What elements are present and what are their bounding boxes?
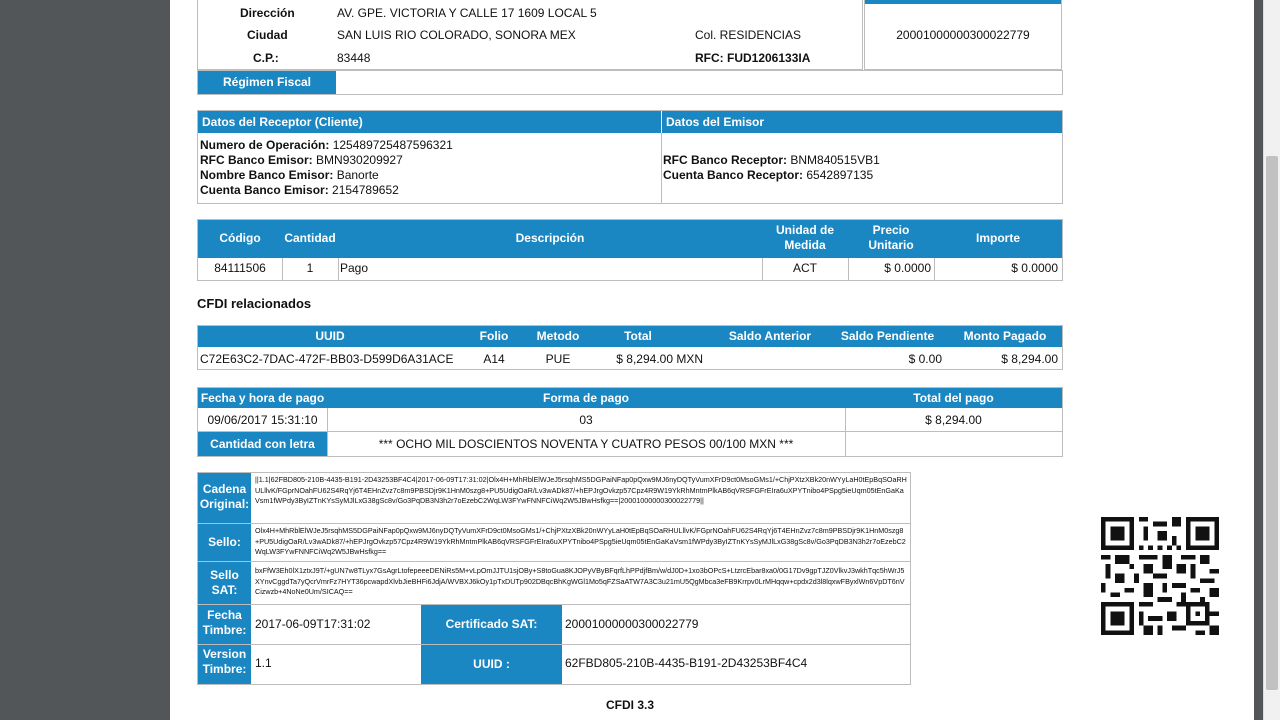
scrollbar-thumb[interactable] [1266,156,1278,690]
col-precio-line1: Precio [872,223,910,237]
col-saldo-pendiente: Saldo Pendiente [840,329,935,343]
rfc-banco-receptor-label: RFC Banco Receptor: [663,153,788,167]
nombre-banco-emisor-value: Banorte [336,168,379,182]
cfdi-version-footer: CFDI 3.3 [605,698,654,712]
rfc-banco-receptor [663,153,880,167]
cadena-label: Cadena Original: [199,482,250,511]
version-value: 1.1 [255,656,272,670]
certificado-label: Certificado SAT: [421,605,562,644]
rel-folio: A14 [483,352,505,366]
row-precio: $ 0.0000 [884,261,931,275]
uuid-label: UUID : [421,645,562,684]
colonia-value: Col. RESIDENCIAS [695,28,802,42]
rel-uuid: C72E63C2-7DAC-472F-BB03-D599D6A31ACE [200,352,454,366]
sat-line-1 [198,523,910,524]
direccion-value: AV. GPE. VICTORIA Y CALLE 17 1609 LOCAL 5 [337,6,597,20]
rfc-value: RFC: FUD1206133IA [695,51,811,65]
parties-divider [661,133,662,203]
fecha-timbre-label: Fecha Timbre: [202,608,247,637]
cp-label: C.P.: [253,51,279,65]
receptor-header: Datos del Receptor (Cliente) [198,111,661,133]
version-label: Version Timbre: [202,647,247,676]
col-uuid: UUID [315,329,345,343]
rel-saldo-pendiente: $ 0.00 [908,352,942,366]
cantidad-letra-value: *** OCHO MIL DOSCIENTOS NOVENTA Y CUATRO PESOS 00/100 MXN *** [378,437,794,451]
cuenta-banco-emisor-label: Cuenta Banco Emisor: [200,183,329,197]
nombre-banco-emisor [200,168,379,182]
sello-value: Olx4H+MhRblElWJeJ5rsqhMS5DGPaiNFap0pQxw9MJ6nyDQTyVumXFrD9ct0MsoGMs1/+ChjPXtzXBk20nWYyLaH0tEpBqSOaRHULllvK/FGprNOahFU62S4RqYj6T4EHnZvz7c8m9PBSDjr9K1HnM0szg8+PU5UdigOaR/Lv3wADk87/+hEPJrgOvkzp57Cpz4R9W19YkRhMntmPlkAB6qVRSFGFrEIra6uXPYTnibo4PSpg5ieUqm05tEnGaKaVsm1fWPdy3ByIZTnKYsSyMJlLxG38gSc8v/Go3PqDB3N3h2r7oEzebC2WqLW3FYwFNNFCiWq2W5JBwHsfkg== [255,526,906,556]
numero-operacion-value: 125489725487596321 [332,138,453,152]
sello-label: Sello: [208,535,241,549]
rfc-banco-emisor-label: RFC Banco Emisor: [200,153,313,167]
ciudad-label: Ciudad [247,28,288,42]
folio-number: 20001000000300022779 [896,28,1030,42]
row-unidad: ACT [793,261,817,275]
col-descripcion: Descripción [515,231,585,245]
col-fecha-pago: Fecha y hora de pago [200,391,325,405]
cuenta-banco-emisor-value: 2154789652 [332,183,399,197]
col-total-pago: Total del pago [913,391,994,405]
emisor-header: Datos del Emisor [662,111,1062,133]
cuenta-banco-receptor-value: 6542897135 [806,168,874,182]
fecha-timbre-value: 2017-06-09T17:31:02 [255,617,371,631]
pago-fecha: 09/06/2017 15:31:10 [207,413,318,427]
numero-operacion-label: Numero de Operación: [200,138,330,152]
ciudad-value: SAN LUIS RIO COLORADO, SONORA MEX [337,28,576,42]
pago-total: $ 8,294.00 [925,413,982,427]
col-metodo: Metodo [536,329,580,343]
cp-value: 83448 [337,51,371,65]
cuenta-banco-receptor [663,168,873,182]
col-forma-pago: Forma de pago [542,391,629,405]
row-codigo: 84111506 [214,261,266,275]
cfdi-relacionados-title: CFDI relacionados [197,296,312,311]
cuenta-banco-receptor-label: Cuenta Banco Receptor: [663,168,804,182]
sat-line-2 [198,561,910,562]
col-precio-line2: Unitario [868,238,914,252]
cadena-value: ||1.1|62FBD805-210B-4435-B191-2D43253BF4C4|2017-06-09T17:31:02|Olx4H+MhRblElWJeJ5rsqhMS5DGPaiNFap0pQxw9MJ6nyDQTyVumXFrD9ct0MsoGMs1/+ChjPXtzXBk20nWYyLaH0tEpBqSOaRHULllvK/FGprNOahFU62S4RqYj6T4EHnZvz7c8m9PBSDjr9K1HnM0szg8+PU5UdigOaR/Lv3wADk87/+hEPJrgOvkzp57Cpz4R9W19YkRhMntmPlkAB6qVRSFGFrEIra6uXPYTnibo4PSpg5ieUqm05tEnGaKaVsm1fWPdy3ByIZTnKYsSyMJlLxG38gSc8v/Go3PqDB3N3h2r7oEzebC2WqLW3FYwFNNFCiWq2W5JBwHsfkg==|20001000000300022779|| [255,475,907,505]
col-saldo-anterior: Saldo Anterior [728,329,812,343]
rfc-banco-emisor [200,153,403,167]
pago-row-divider [198,431,1062,432]
col-codigo: Código [219,231,261,245]
col-cantidad: Cantidad [284,231,336,245]
row-importe: $ 0.0000 [1011,261,1058,275]
row-cantidad: 1 [306,261,314,275]
cuenta-banco-emisor [200,183,399,197]
rfc-banco-emisor-value: BMN930209927 [316,153,403,167]
pago-forma: 03 [579,413,593,427]
row-descripcion: Pago [340,261,369,275]
sello-sat-value: bxFfW3Eh0lX1ztxJ9T/+gUN7w8TLyx7GsAgrLtofepeeeDENiRs5M+vLpOmJJTU1sjOBy+S8toGua8KJOPyVByBFqrfLhPPdjfBm/w/dJ0D+1xo3bOPcS+LtzrcEbar8xa0/0G17Dv9gpTJZ0VlkvJ3wkhTqc5hWrJ5XYnvCggdTa7yQcrVmrFz7HYT36pcwapdXlvbJieBHFi6JdjA/WVBXJ6kOy1pTxDUTp902DBqcBhKgWGl1Mo5qFZSaATW7A3C3u21mU5QgMbca3eFB9Krrpv0LrMHqqw+cpdx2d3l8lqxwFByxlWn6VpDT6nVCizwzb+4NoNe0Um/SICAQ== [255,566,905,596]
direccion-label: Dirección [240,6,295,20]
rel-metodo: PUE [545,352,571,366]
numero-operacion [200,138,453,152]
invoice-page [170,0,1254,720]
sello-sat-label: Sello SAT: [210,568,239,597]
vertical-scrollbar[interactable] [1263,0,1280,720]
regimen-label: Régimen Fiscal [198,71,336,94]
col-folio: Folio [479,329,509,343]
certificado-value: 20001000000300022779 [565,617,699,631]
rel-monto: $ 8,294.00 [1001,352,1058,366]
uuid-value: 62FBD805-210B-4435-B191-2D43253BF4C4 [565,656,808,670]
rfc-banco-receptor-value: BNM840515VB1 [790,153,880,167]
folio-header-strip [865,0,1061,4]
col-monto-pagado: Monto Pagado [963,329,1047,343]
col-importe: Importe [975,231,1020,245]
col-unidad-line2: Medida [784,238,826,252]
concepts-div-2 [338,258,339,280]
rel-total: $ 8,294.00 MXN [616,352,703,366]
qr-code-icon [1101,517,1219,635]
col-unidad-line1: Unidad de [775,223,834,237]
col-total: Total [624,329,652,343]
nombre-banco-emisor-label: Nombre Banco Emisor: [200,168,334,182]
cantidad-letra-label: Cantidad con letra [198,432,327,456]
